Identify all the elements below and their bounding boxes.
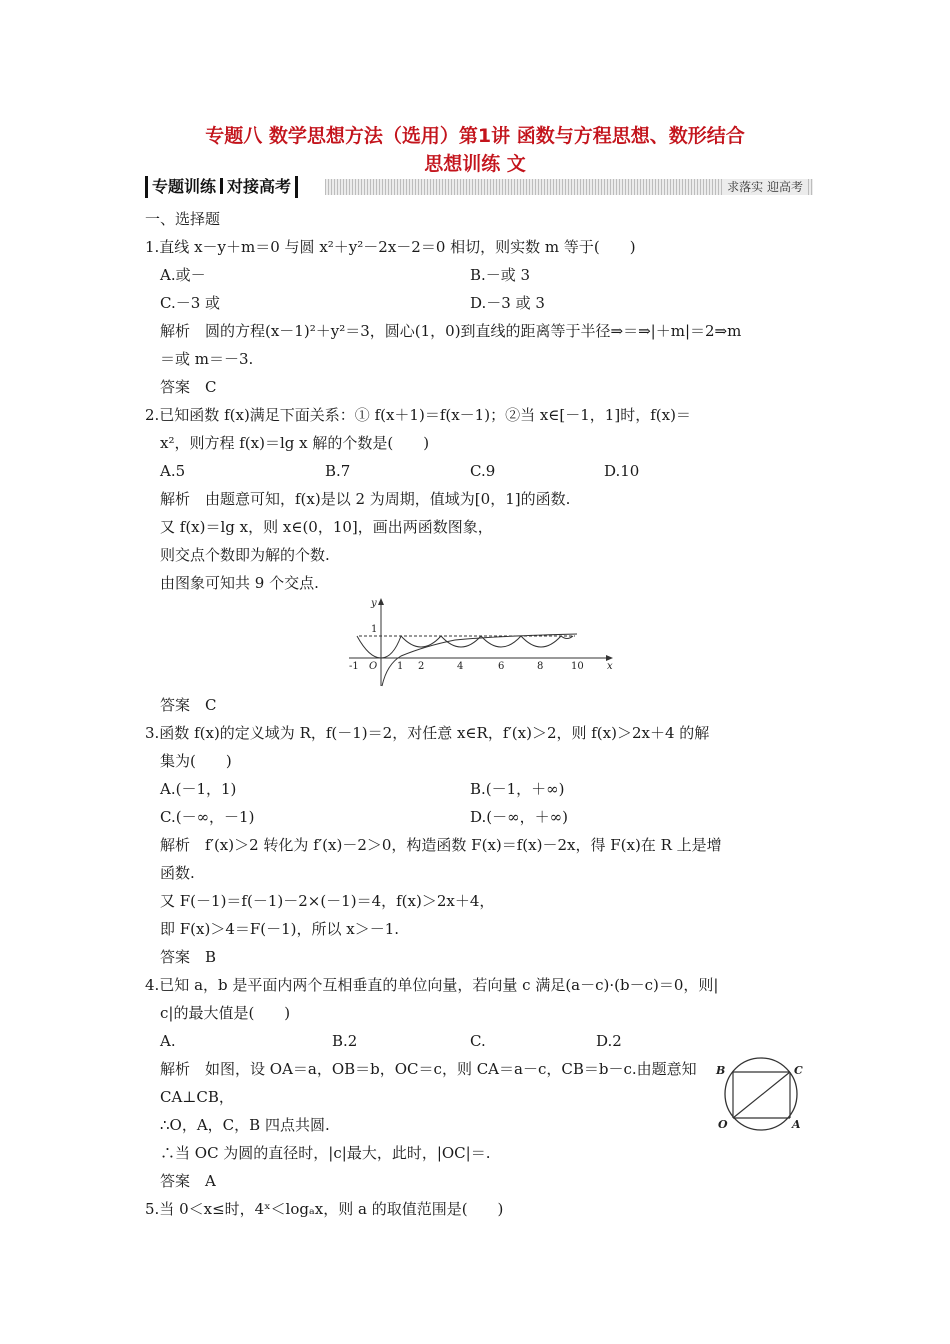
- text-line: 即 F(x)＞4＝F(－1)，所以 x＞－1.: [160, 920, 400, 938]
- x-tick-label: 10: [571, 661, 584, 672]
- text-line: 解析 圆的方程(x－1)²＋y²＝3，圆心(1，0)到直线的距离等于半径⇒＝⇒|＋m|＝2⇒m: [160, 322, 742, 340]
- text-line: x²，则方程 f(x)＝lg x 解的个数是( ): [160, 434, 430, 452]
- function-graph: [345, 596, 615, 688]
- origin-label: O: [369, 661, 378, 672]
- text-line: c|的最大值是( ): [160, 1004, 291, 1022]
- text-line: 解析 如图，设 OA＝a，OB＝b，OC＝c，则 CA＝a－c，CB＝b－c.由题意知: [160, 1060, 697, 1078]
- text-line: D.2: [596, 1032, 622, 1050]
- tick-1-label: 1: [371, 624, 378, 635]
- text-line: B.7: [325, 462, 351, 480]
- banner-left-text: 专题训练: [152, 177, 217, 196]
- banner-motto: 求落实 迎高考: [723, 179, 807, 195]
- text-line: 1.直线 x－y＋m＝0 与圆 x²＋y²－2x－2＝0 相切，则实数 m 等于( ): [145, 238, 636, 256]
- text-line: 集为( ): [160, 752, 232, 770]
- text-line: 解析 f′(x)＞2 转化为 f′(x)－2＞0，构造函数 F(x)＝f(x)－2x，得 F(x)在 R 上是增: [160, 836, 722, 854]
- x-axis-label: x: [607, 661, 613, 672]
- text-line: A.或－: [160, 266, 206, 284]
- text-line: 答案 C: [160, 378, 217, 396]
- point-o-label: O: [718, 1118, 728, 1131]
- text-line: C.(－∞，－1): [160, 808, 255, 826]
- text-line: C.－3 或: [160, 294, 221, 312]
- text-line: 由图象可知共 9 个交点.: [160, 574, 319, 592]
- text-line: CA⊥CB，: [160, 1088, 234, 1106]
- text-line: D.10: [604, 462, 640, 480]
- text-line: B.－或 3: [470, 266, 531, 284]
- section-banner: [145, 176, 813, 198]
- text-line: 解析 由题意可知，f(x)是以 2 为周期，值域为[0，1]的函数.: [160, 490, 571, 508]
- text-line: ＝或 m＝－3.: [160, 350, 254, 368]
- banner-right-text: 对接高考: [227, 177, 292, 196]
- text-line: C.: [470, 1032, 486, 1050]
- document-title: [0, 122, 950, 178]
- log-curve: [382, 634, 577, 686]
- x-tick-label: 4: [457, 661, 464, 672]
- circle-figure: [712, 1052, 812, 1136]
- text-line: 答案 B: [160, 948, 217, 966]
- text-line: 又 F(－1)＝f(－1)－2×(－1)＝4，f(x)＞2x＋4，: [160, 892, 495, 910]
- text-line: 3.函数 f(x)的定义域为 R，f(－1)＝2，对任意 x∈R，f′(x)＞2，则 f(x)＞2x＋4 的解: [145, 724, 710, 742]
- x-tick-label: 1: [397, 661, 404, 672]
- text-line: 答案 A: [160, 1172, 216, 1190]
- text-line: D.－3 或 3: [470, 294, 545, 312]
- segment-oc: [733, 1072, 790, 1118]
- x-tick-label: 8: [537, 661, 544, 672]
- point-a-label: A: [792, 1118, 801, 1131]
- x-tick-label: 6: [498, 661, 505, 672]
- text-line: B.2: [332, 1032, 358, 1050]
- banner-separator: [220, 178, 223, 194]
- point-c-label: C: [794, 1064, 803, 1077]
- text-line: 又 f(x)＝lg x，则 x∈(0，10]，画出两函数图象，: [160, 518, 493, 536]
- text-line: 函数.: [160, 864, 195, 882]
- text-line: A.5: [160, 462, 186, 480]
- y-axis-arrow: [378, 598, 384, 605]
- point-b-label: B: [716, 1064, 726, 1077]
- text-line: ∴当 OC 为圆的直径时，|c|最大，此时，|OC|＝.: [160, 1144, 491, 1162]
- text-line: D.(－∞，＋∞): [470, 808, 568, 826]
- y-axis-label: y: [371, 598, 377, 609]
- x-tick-label: 2: [418, 661, 425, 672]
- banner-tag: [145, 176, 298, 198]
- title-line-2: 思想训练 文: [424, 153, 526, 175]
- text-line: A.: [160, 1032, 176, 1050]
- text-line: C.9: [470, 462, 496, 480]
- circumcircle: [725, 1058, 797, 1130]
- text-line: 一、选择题: [145, 210, 221, 228]
- title-line-1: 专题八 数学思想方法（选用）第1讲 函数与方程思想、数形结合: [205, 125, 745, 147]
- text-line: 则交点个数即为解的个数.: [160, 546, 330, 564]
- text-line: 2.已知函数 f(x)满足下面关系：① f(x＋1)＝f(x－1)；②当 x∈[－1，1]时，f(x)＝: [145, 406, 691, 424]
- text-line: 4.已知 a，b 是平面内两个互相垂直的单位向量，若向量 c 满足(a－c)·(b－c)＝0，则|: [145, 976, 719, 994]
- x-tick-label: -1: [349, 661, 359, 672]
- text-line: 5.当 0＜x≤时，4ˣ＜logₐx，则 a 的取值范围是( ): [145, 1200, 504, 1218]
- text-line: B.(－1，＋∞): [470, 780, 565, 798]
- text-line: ∴O，A，C，B 四点共圆.: [160, 1116, 330, 1134]
- text-line: A.(－1，1): [160, 780, 237, 798]
- text-line: 答案 C: [160, 696, 217, 714]
